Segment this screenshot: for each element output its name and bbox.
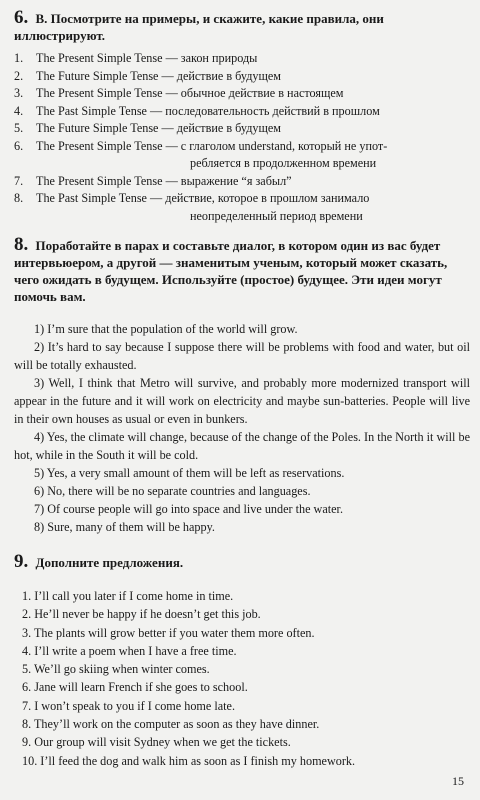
item-number: 4. xyxy=(14,103,24,118)
list-item xyxy=(14,68,470,86)
list-item: 5) Yes, a very small amount of them will be left as reservations. xyxy=(34,466,345,480)
item-text: The Present Simple Tense — с глаголом understand, который не упот- xyxy=(36,138,388,153)
list-item: 6. Jane will learn French if she goes to school. xyxy=(22,680,248,695)
item-number: 6. xyxy=(14,138,24,153)
exercise-8-list xyxy=(14,320,470,536)
exercise-8-heading xyxy=(14,236,470,305)
list-item-continuation xyxy=(14,208,470,226)
exercise-6-instruction: В. Посмотрите на примеры, и скажите, какие правила, они иллюстрируют. xyxy=(14,11,384,43)
item-text: The Present Simple Tense — выражение “я забыл” xyxy=(36,173,292,188)
item-text: The Present Simple Tense — закон природы xyxy=(36,51,258,65)
list-item: 8. They’ll work on the computer as soon as they have dinner. xyxy=(22,717,320,732)
exercise-6-heading xyxy=(14,9,470,44)
list-item: 4) Yes, the climate will change, because of the change of the Poles. In the North it will be hot, while in the South it will be cold. xyxy=(14,430,470,462)
exercise-6-list xyxy=(14,50,470,225)
exercise-9-instruction: Дополните предложения. xyxy=(35,555,184,570)
item-number: 2. xyxy=(14,68,24,83)
list-item: 2. He’ll never be happy if he doesn’t get this job. xyxy=(22,607,261,622)
exercise-9-number: 9. xyxy=(14,551,29,572)
item-text: The Past Simple Tense — действие, которое в прошлом занимало xyxy=(36,191,370,205)
list-item: 3) Well, I think that Metro will survive, and probably more modernized transport will appear in the future and it will work on electricity and maybe sun-batteries. People will live in their own houses as usual or even in bunkers. xyxy=(14,376,470,426)
item-number: 3. xyxy=(14,86,24,100)
exercise-9-heading xyxy=(14,553,470,571)
list-item: 8) Sure, many of them will be happy. xyxy=(34,520,215,534)
item-text-continuation: неопределенный период времени xyxy=(190,208,363,223)
list-item xyxy=(14,103,470,121)
list-item xyxy=(14,120,470,138)
list-item: 7. I won’t speak to you if I come home late. xyxy=(22,698,236,713)
list-item: 1. I’ll call you later if I come home in time. xyxy=(22,589,234,603)
item-text: The Future Simple Tense — действие в будущем xyxy=(36,121,282,135)
list-item xyxy=(14,138,470,156)
exercise-6-number: 6. xyxy=(14,7,29,28)
list-item: 2) It’s hard to say because I suppose there will be problems with food and water, but oil will be totally exhausted. xyxy=(14,340,470,372)
list-item xyxy=(14,85,470,103)
list-item-continuation xyxy=(14,155,470,173)
item-text: The Present Simple Tense — обычное действие в настоящем xyxy=(36,86,344,100)
list-item: 5. We’ll go skiing when winter comes. xyxy=(22,662,210,677)
list-item: 10. I’ll feed the dog and walk him as soon as I finish my homework. xyxy=(22,753,356,768)
list-item xyxy=(14,173,470,191)
item-number: 8. xyxy=(14,191,24,205)
list-item: 1) I’m sure that the population of the world will grow. xyxy=(34,322,298,336)
exercise-8-instruction: Поработайте в парах и составьте диалог, в котором один из вас будет интервьюером, а другой — знаменитым ученым, который может сказать, чего ожидать в будущем. Используйте (простое) будущее. Эти идеи могут помочь вам. xyxy=(14,238,448,304)
item-text-continuation: ребляется в продолженном времени xyxy=(190,156,377,170)
item-number: 5. xyxy=(14,121,24,135)
list-item: 3. The plants will grow better if you water them more often. xyxy=(22,625,315,640)
item-number: 1. xyxy=(14,51,24,65)
list-item: 7) Of course people will go into space and live under the water. xyxy=(34,502,343,516)
list-item xyxy=(14,190,470,208)
list-item: 9. Our group will visit Sydney when we get the tickets. xyxy=(22,735,291,750)
page-number: 15 xyxy=(452,774,464,788)
exercise-9-list xyxy=(22,587,470,770)
item-text: The Future Simple Tense — действие в будущем xyxy=(36,68,282,83)
item-number: 7. xyxy=(14,173,24,188)
list-item: 4. I’ll write a poem when I have a free time. xyxy=(22,643,237,658)
item-text: The Past Simple Tense — последовательность действий в прошлом xyxy=(36,103,380,118)
list-item xyxy=(14,50,470,68)
list-item: 6) No, there will be no separate countries and languages. xyxy=(34,484,311,498)
exercise-8-number: 8. xyxy=(14,234,29,255)
